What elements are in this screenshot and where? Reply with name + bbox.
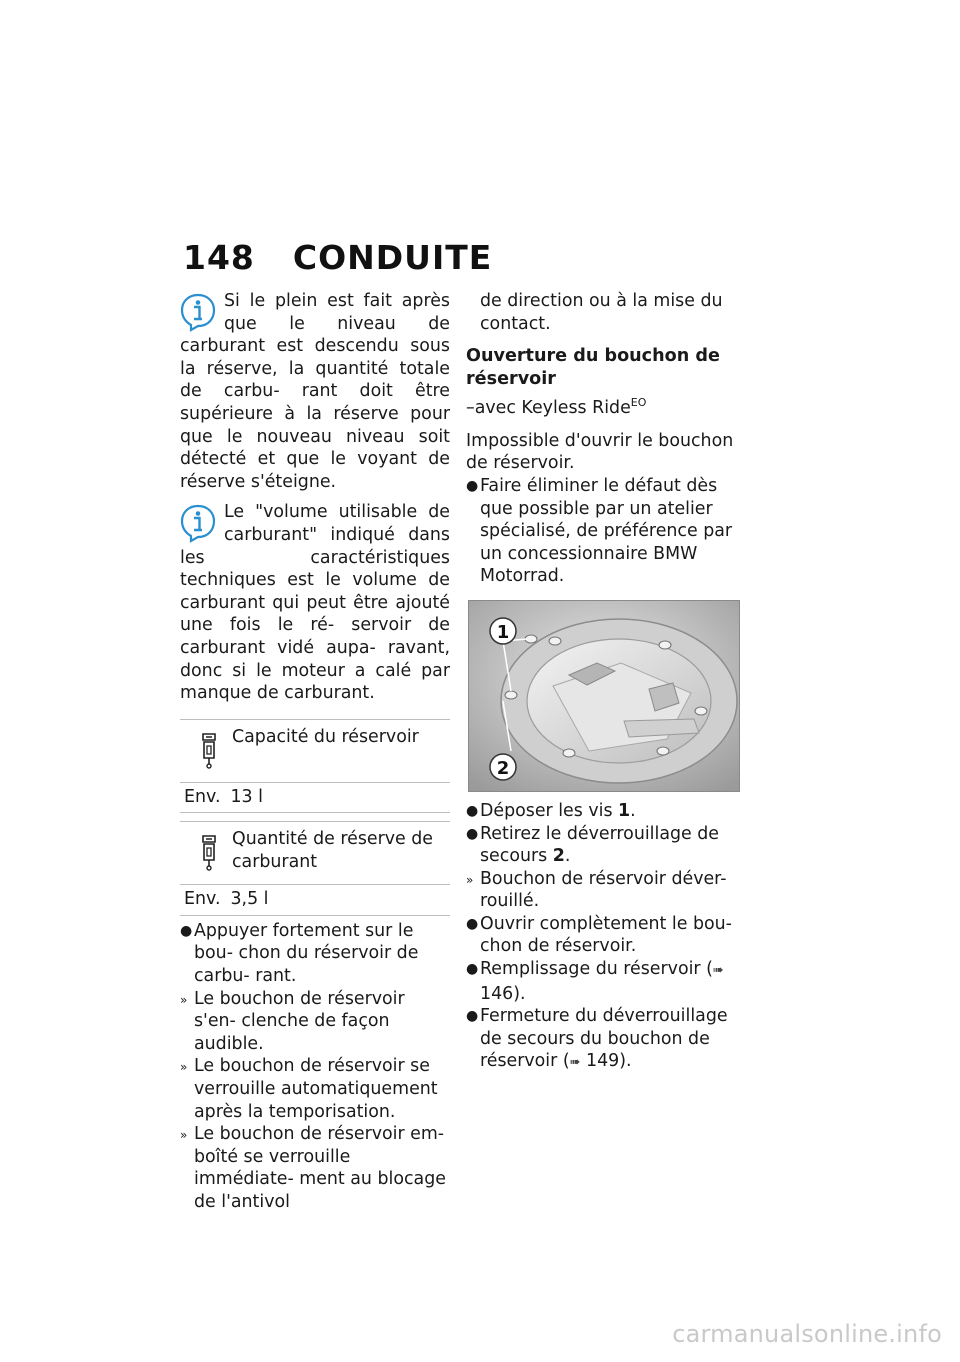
step-text: Bouchon de réservoir déver- rouillé. — [480, 868, 727, 912]
step-text: Le bouchon de réservoir se verrouille automatiquement après la temporisation. — [194, 1056, 438, 1122]
spec-prefix: Env. — [184, 889, 221, 910]
spec-value — [180, 783, 450, 814]
result-marker: » — [180, 992, 188, 1007]
list-item — [466, 958, 738, 1005]
section-title: CONDUITE — [292, 238, 493, 277]
list-item — [466, 913, 738, 958]
list-item — [180, 1055, 450, 1123]
steps-list-left — [180, 920, 450, 1214]
bullet-marker: ● — [466, 802, 479, 819]
bullet-marker: ● — [466, 825, 479, 842]
list-item — [466, 475, 738, 588]
step-text: Remplissage du réservoir ( — [480, 959, 713, 980]
step-text: Appuyer fortement sur le bou- chon du réservoir de carbu- rant. — [194, 920, 419, 987]
step-tail: ). — [513, 983, 526, 1004]
step-text: Retirez le déverrouillage de secours — [480, 823, 719, 867]
spec-amount: 3,5 l — [230, 889, 269, 910]
bullet-marker: ● — [466, 915, 479, 932]
page-header — [183, 238, 492, 277]
step-tail: . — [564, 846, 571, 867]
bullet-marker: ● — [180, 922, 193, 939]
problem-text: Impossible d'ouvrir le bouchon de réservoir. — [466, 430, 734, 474]
fix-steps-list — [466, 475, 738, 588]
list-item — [180, 1123, 450, 1213]
bullet-marker: ● — [466, 1008, 479, 1025]
fuel-cap-illustration — [469, 601, 739, 791]
fuel-cap-figure — [468, 600, 740, 792]
info-note-1 — [180, 290, 450, 493]
variant-code: EO — [630, 396, 647, 410]
info-icon — [178, 292, 218, 332]
result-marker: » — [180, 1060, 188, 1075]
bullet-marker: ● — [466, 961, 479, 978]
list-item — [466, 868, 738, 913]
callout-ref: 2 — [552, 846, 565, 867]
watermark: carmanualsonline.info — [672, 1320, 942, 1348]
step-text: Le bouchon de réservoir em- boîté se verrouille immédiate- ment au blocage de l'antivol — [194, 1124, 446, 1212]
list-item — [466, 800, 738, 823]
spec-prefix: Env. — [184, 786, 221, 807]
step-tail: . — [630, 800, 636, 821]
note-1-text: Si le plein est fait après que le niveau de carburant est descendu sous la réserve, la quantité totale de carbu- rant doit être supérieure à la réserve pour que le nouveau niveau soit détecté et que le voyant de réserve s'éteigne. — [180, 291, 450, 492]
callout-ref: 1 — [618, 800, 631, 821]
spec-label: Capacité du réservoir — [232, 726, 419, 747]
step-text: Fermeture du déverrouillage de secours du bouchon de réservoir ( — [480, 1006, 728, 1072]
page-number: 148 — [183, 238, 255, 277]
step-text: Déposer les vis — [480, 800, 613, 821]
step-text: Le bouchon de réservoir s'en- clenche de façon audible. — [194, 988, 405, 1054]
spec-head — [180, 822, 450, 885]
steps-list-right — [466, 800, 738, 1075]
variant-line — [466, 392, 738, 419]
result-marker: » — [466, 872, 474, 887]
result-marker: » — [180, 1128, 188, 1143]
callout-2: 2 — [496, 757, 510, 779]
info-icon — [178, 503, 218, 543]
spec-label: Quantité de réserve de carburant — [232, 829, 433, 872]
page-xref-link[interactable]: 149 — [586, 1051, 620, 1072]
list-item — [466, 823, 738, 868]
fuel-pump-icon — [198, 832, 220, 872]
spec-reserve-quantity — [180, 821, 450, 916]
variant-text: –avec Keyless Ride — [466, 398, 631, 419]
list-item — [180, 988, 450, 1056]
bullet-marker: ● — [466, 477, 479, 494]
continuation-text: de direction ou à la mise du contact. — [480, 291, 723, 334]
spec-amount: 13 l — [230, 786, 263, 807]
step-text: Faire éliminer le défaut dès que possible par un atelier spécialisé, de préférence par un concessionnaire BMW Motorrad. — [480, 475, 733, 587]
step-text: Ouvrir complètement le bou- chon de réservoir. — [480, 913, 732, 957]
spec-head — [180, 720, 450, 783]
note-2-text: Le "volume utilisable de carburant" indiqué dans les caractéristiques techniques est le volume de carburant qui peut être ajouté une fois le ré- servoir de carburant vidé aupa- ravant, donc si le moteur a calé par manque de carburant. — [180, 502, 450, 704]
left-column — [180, 290, 450, 1214]
info-note-2 — [180, 501, 450, 704]
page-xref-link[interactable]: 146 — [480, 983, 514, 1004]
page-ref-arrow-icon: ➠ — [569, 1055, 581, 1071]
section-heading: Ouverture du bouchon de réservoir — [466, 346, 720, 389]
list-item — [466, 1005, 738, 1075]
page-ref-arrow-icon: ➠ — [712, 963, 724, 979]
list-item — [180, 920, 450, 988]
callout-1: 1 — [496, 621, 510, 643]
right-column — [466, 290, 738, 1075]
fuel-pump-icon — [198, 730, 220, 770]
spec-tank-capacity — [180, 719, 450, 814]
spec-value — [180, 885, 450, 916]
step-tail: ). — [619, 1051, 632, 1072]
